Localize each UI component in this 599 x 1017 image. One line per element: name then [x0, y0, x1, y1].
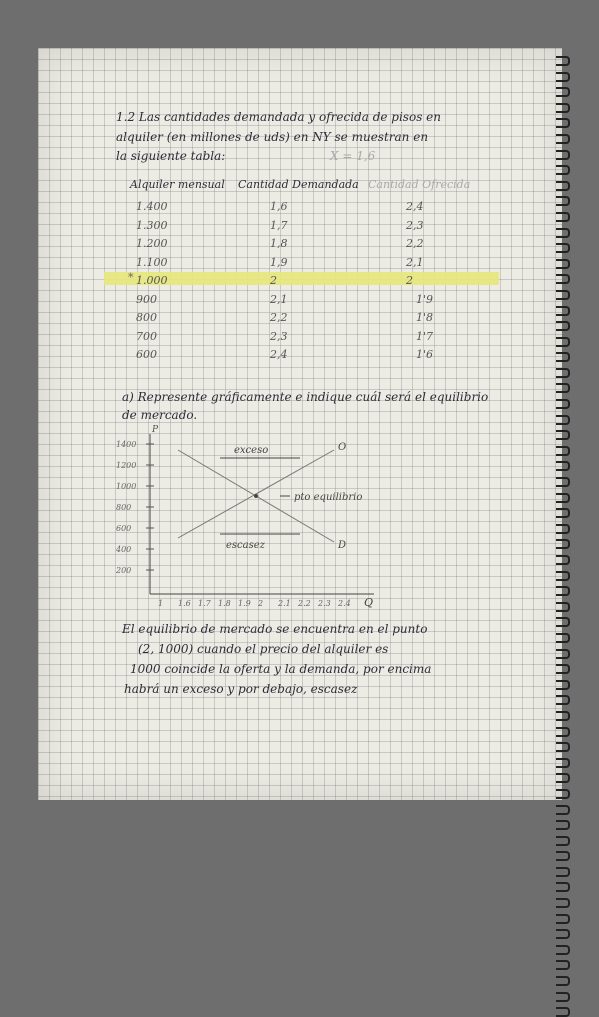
intro-line-2: alquiler (en millones de uds) en NY se muestran en [116, 130, 429, 144]
table-cell: 2,1 [270, 292, 288, 306]
x-tick-label: 2.4 [338, 599, 351, 608]
supply-demand-graph [94, 422, 414, 612]
table-cell: 2 [270, 274, 277, 287]
answer-line-3: 1000 coincide la oferta y la demanda, por encima [130, 662, 432, 676]
header-demandada: Cantidad Demandada [238, 178, 359, 191]
x-tick-label: 2.3 [318, 599, 331, 608]
star-mark: * [128, 271, 134, 284]
question-line-1: a) Represente gráficamente e indique cuál será el equilibrio [122, 390, 489, 404]
x-tick-label: 1.7 [198, 599, 211, 608]
y-tick-label: 200 [116, 566, 132, 575]
x-axis-label: Q [364, 596, 374, 609]
table-cell: 1.400 [136, 200, 168, 213]
demand-label: D [338, 540, 347, 551]
table-cell: 1,9 [270, 255, 288, 269]
table-cell: 1'6 [416, 348, 434, 361]
answer-line-2: (2, 1000) cuando el precio del alquiler es [138, 642, 389, 656]
table-cell: 2 [406, 274, 413, 287]
table-cell: 2,4 [270, 348, 288, 361]
spiral-binding [556, 56, 574, 796]
formula: X = 1,6 [330, 149, 376, 163]
x-tick-label: 1.8 [218, 599, 231, 608]
y-tick-label: 1000 [116, 482, 137, 491]
table-cell: 600 [136, 348, 157, 361]
supply-label: O [338, 442, 347, 453]
table-cell: 1.200 [136, 237, 168, 250]
equilibrium-point [254, 494, 258, 498]
x-tick-label: 2 [258, 599, 264, 608]
x-tick-label: 2.1 [278, 599, 291, 608]
notebook-page [38, 48, 562, 800]
y-tick-label: 800 [116, 503, 132, 512]
x-ticks [158, 599, 351, 608]
table-cell: 1.100 [136, 255, 168, 269]
y-axis-label: P [152, 425, 159, 435]
table-cell: 2,3 [406, 218, 424, 232]
table-cell: 1'9 [416, 292, 434, 306]
y-ticks [115, 440, 154, 575]
table-cell: 2,1 [406, 255, 424, 269]
answer-line-4: habrá un exceso y por debajo, escasez [124, 682, 358, 696]
x-tick-label: 2.2 [298, 599, 311, 608]
table-cell: 1.000 [136, 274, 168, 287]
table-cell: 900 [136, 292, 157, 306]
x-tick-label: 1 [158, 599, 164, 608]
answer-line-1: El equilibrio de mercado se encuentra en el punto [122, 622, 428, 636]
table-cell: 1.300 [136, 218, 168, 232]
table-cell: 1,8 [270, 237, 288, 250]
table-cell: 2,2 [270, 311, 288, 324]
table-cell: 1,6 [270, 200, 288, 213]
x-tick-label: 1.9 [238, 599, 251, 608]
escasez-label: escasez [226, 540, 265, 551]
table-cell: 2,2 [406, 237, 424, 250]
exceso-label: exceso [234, 445, 269, 456]
eq-label: pto equilibrio [294, 492, 363, 503]
y-tick-label: 600 [116, 524, 132, 533]
x-tick-label: 1.6 [178, 599, 191, 608]
y-tick-label: 400 [116, 545, 132, 554]
intro-line-1: 1.2 Las cantidades demandada y ofrecida de pisos en [116, 110, 441, 124]
intro-line-3: la siguiente tabla: [116, 149, 226, 163]
y-tick-label: 1400 [116, 440, 137, 449]
table-cell: 2,4 [406, 200, 424, 213]
question-line-2: de mercado. [122, 408, 198, 422]
table-cell: 700 [136, 329, 157, 343]
table-cell: 2,3 [270, 329, 288, 343]
y-tick-label: 1200 [116, 461, 137, 470]
table-cell: 1'8 [416, 311, 434, 324]
header-ofrecida: Cantidad Ofrecida [368, 178, 471, 191]
table-cell: 1'7 [416, 329, 434, 343]
header-alquiler: Alquiler mensual [130, 178, 225, 191]
table-cell: 1,7 [270, 218, 288, 232]
table-cell: 800 [136, 311, 157, 324]
